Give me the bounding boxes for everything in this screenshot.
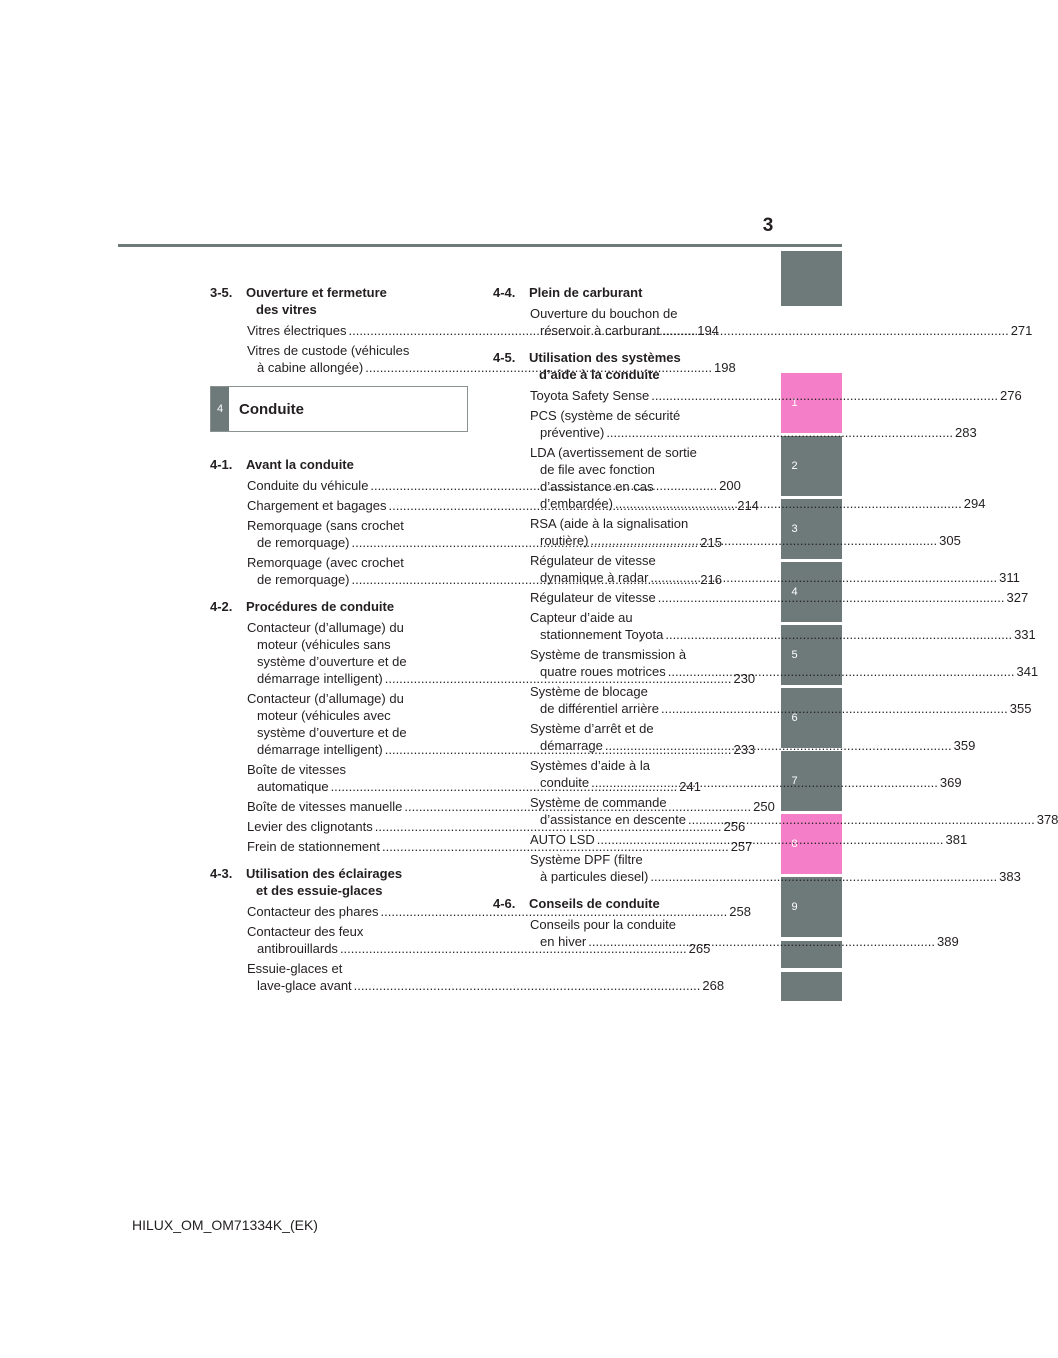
entry-page-number: 378 [1036, 812, 1058, 827]
chapter-title: Conduite [239, 400, 304, 418]
entry-title-line: Contacteur des feux [247, 924, 364, 939]
toc-entry[interactable] [530, 916, 959, 950]
entry-title-line: routière) [540, 533, 589, 548]
chapter-number: 4 [211, 387, 229, 431]
section-number: 4-2. [210, 599, 233, 614]
entry-title-line: quatre roues motrices [540, 664, 666, 679]
chapter-tab-3[interactable]: 3 [781, 499, 842, 559]
section-heading[interactable] [210, 284, 468, 318]
entry-title-line: Boîte de vitesses manuelle [247, 799, 403, 814]
section-heading[interactable] [493, 349, 743, 383]
chapter-tab-8[interactable]: 8 [781, 814, 842, 874]
entry-title-line: à cabine allongée) [257, 360, 364, 375]
entry-page-number: 327 [1006, 590, 1029, 605]
dot-leader [668, 663, 1015, 680]
entry-title-line: Levier des clignotants [247, 819, 373, 834]
entry-page-number: 305 [939, 533, 961, 548]
section-title-line: d’aide à la conduite [539, 367, 660, 382]
section-heading[interactable] [210, 598, 468, 615]
entry-page-number: 241 [679, 779, 701, 794]
entry-page-number: 283 [955, 425, 977, 440]
entry-title-line: LDA (avertissement de sortie [530, 445, 697, 460]
entry-title-line: conduite [540, 775, 590, 790]
dot-leader [651, 387, 998, 404]
entry-title-line: Chargement et bagages [247, 498, 387, 513]
entry-title-line: de remorquage) [257, 572, 350, 587]
section-number: 4-4. [493, 285, 516, 300]
toc-entry[interactable] [530, 387, 1022, 404]
section-title-line: Plein de carburant [529, 285, 643, 300]
entry-title-line: Système de blocage [530, 684, 648, 699]
entry-title-line: réservoir à carburant [540, 323, 660, 338]
entry-title-line: Boîte de vitesses [247, 762, 346, 777]
entry-title-line: antibrouillards [257, 941, 338, 956]
entry-page-number: 276 [999, 388, 1022, 403]
chapter-tab-7[interactable]: 7 [781, 751, 842, 811]
entry-title-line: moteur (véhicules avec [257, 708, 391, 723]
entry-title-line: Système DPF (filtre [530, 852, 643, 867]
entry-page-number: 233 [733, 742, 756, 757]
entry-page-number: 215 [700, 535, 722, 550]
section-title [246, 598, 468, 615]
dot-leader [597, 831, 944, 848]
entry-title-line: automatique [257, 779, 329, 794]
section-title-line: Ouverture et fermeture [246, 285, 387, 300]
entry-title-line: démarrage [540, 738, 603, 753]
entry-title-line: AUTO LSD [530, 832, 595, 847]
section-heading[interactable] [210, 456, 468, 473]
entry-page-number: 355 [1009, 701, 1032, 716]
section-title-line: Utilisation des systèmes [529, 350, 681, 365]
entry-title-line: à particules diesel) [540, 869, 649, 884]
toc-entry[interactable] [247, 960, 725, 994]
entry-title-line: Conduite du véhicule [247, 478, 369, 493]
page-number: 3 [762, 215, 774, 236]
section-title [246, 456, 468, 473]
section-title-line: Avant la conduite [246, 457, 354, 472]
toc-entry[interactable] [530, 609, 1036, 643]
entry-title-line: Régulateur de vitesse [530, 553, 656, 568]
entry-title-line: Vitres de custode (véhicules [247, 343, 410, 358]
entry-title-line: Contacteur des phares [247, 904, 379, 919]
toc-entry[interactable] [530, 757, 962, 791]
chapter-tab-blank[interactable] [781, 251, 842, 306]
toc-entry[interactable] [530, 552, 1020, 586]
entry-page-number: 256 [723, 819, 746, 834]
entry-page-number: 216 [700, 572, 722, 587]
entry-title-line: Contacteur (d’allumage) du [247, 620, 404, 635]
toc-entry[interactable] [530, 589, 1029, 606]
entry-page-number: 359 [953, 738, 976, 753]
toc-entry[interactable] [530, 851, 1021, 885]
section-title-line: des vitres [256, 302, 317, 317]
section-number: 4-1. [210, 457, 233, 472]
section-title [529, 284, 743, 301]
entry-page-number: 200 [719, 478, 741, 493]
entry-title-line: Systèmes d’aide à la [530, 758, 650, 773]
chapter-tab-4[interactable]: 4 [781, 562, 842, 622]
dot-leader [662, 322, 1009, 339]
entry-title-line: d’assistance en cas [540, 479, 654, 494]
entry-title-line: de file avec fonction [540, 462, 655, 477]
entry-page-number: 369 [939, 775, 962, 790]
entry-title-line: dynamique à radar [540, 570, 649, 585]
entry-title-line: préventive) [540, 425, 605, 440]
entry-title-line: démarrage intelligent) [257, 671, 383, 686]
toc-entry[interactable] [530, 305, 1033, 339]
entry-title-line: Système d’arrêt et de [530, 721, 654, 736]
entry-page-number: 331 [1014, 627, 1036, 642]
entry-title-line: Toyota Safety Sense [530, 388, 650, 403]
entry-page-number: 258 [729, 904, 751, 919]
entry-page-number: 383 [999, 869, 1021, 884]
entry-title-line: stationnement Toyota [540, 627, 664, 642]
section-title-line: Utilisation des éclairages [246, 866, 403, 881]
entry-page-number: 294 [963, 496, 986, 511]
dot-leader [658, 589, 1005, 606]
dot-leader [650, 569, 997, 586]
entry-title-line: moteur (véhicules sans [257, 637, 391, 652]
section-number: 3-5. [210, 285, 233, 300]
entry-page-number: 214 [737, 498, 759, 513]
section-heading[interactable] [493, 284, 743, 301]
entry-page-number: 311 [999, 570, 1020, 585]
chapter-tab-1[interactable]: 1 [781, 373, 842, 433]
entry-page-number: 198 [713, 360, 736, 375]
entry-title-line: d’assistance en descente [540, 812, 686, 827]
section-heading[interactable] [210, 865, 468, 899]
section-number: 4-5. [493, 350, 516, 365]
entry-page-number: 230 [733, 671, 756, 686]
entry-title-line: démarrage intelligent) [257, 742, 383, 757]
entry-page-number: 268 [702, 978, 725, 993]
entry-title-line: d’embardée) [540, 496, 613, 511]
entry-page-number: 271 [1010, 323, 1033, 338]
entry-title-line: lave-glace avant [257, 978, 352, 993]
section-title [529, 349, 743, 383]
dot-leader [661, 700, 1008, 717]
chapter-heading[interactable] [210, 386, 468, 432]
entry-title-line: Contacteur (d’allumage) du [247, 691, 404, 706]
chapter-tab-9[interactable]: 9 [781, 877, 842, 937]
chapter-tab-blank[interactable] [781, 972, 842, 1001]
dot-leader [590, 532, 937, 549]
chapter-tab-6[interactable]: 6 [781, 688, 842, 748]
toc-entry[interactable] [530, 515, 961, 549]
toc-entry[interactable] [530, 683, 1032, 717]
entry-title-line: système d’ouverture et de [257, 654, 407, 669]
entry-title-line: de remorquage) [257, 535, 350, 550]
entry-page-number: 257 [730, 839, 753, 854]
dot-leader [605, 737, 952, 754]
entry-title-line: Vitres électriques [247, 323, 347, 338]
chapter-tab-2[interactable]: 2 [781, 436, 842, 496]
entry-page-number: 250 [753, 799, 775, 814]
entry-title-line: Frein de stationnement [247, 839, 380, 854]
dot-leader [650, 868, 997, 885]
dot-leader [591, 774, 938, 791]
section-title [246, 865, 468, 899]
entry-page-number: 341 [1016, 664, 1039, 679]
entry-title-line: PCS (système de sécurité [530, 408, 681, 423]
entry-title-line: en hiver [540, 934, 587, 949]
dot-leader [615, 495, 962, 512]
section-title-line: Conseils de conduite [529, 896, 660, 911]
dot-leader [354, 977, 701, 994]
section-title-line: Procédures de conduite [246, 599, 395, 614]
section-number: 4-6. [493, 896, 516, 911]
entry-title-line: système d’ouverture et de [257, 725, 407, 740]
entry-title-line: RSA (aide à la signalisation [530, 516, 689, 531]
toc-entry[interactable] [530, 407, 977, 441]
entry-title-line: Ouverture du bouchon de [530, 306, 678, 321]
chapter-tab-5[interactable]: 5 [781, 625, 842, 685]
entry-title-line: Système de transmission à [530, 647, 687, 662]
dot-leader [606, 424, 953, 441]
dot-leader [588, 933, 935, 950]
section-number: 4-3. [210, 866, 233, 881]
entry-page-number: 265 [688, 941, 711, 956]
entry-page-number: 381 [945, 832, 968, 847]
entry-page-number: 389 [936, 934, 959, 949]
dot-leader [688, 811, 1035, 828]
header-rule [118, 244, 842, 247]
section-heading[interactable] [493, 895, 743, 912]
entry-title-line: de différentiel arrière [540, 701, 659, 716]
entry-title-line: Remorquage (avec crochet [247, 555, 404, 570]
entry-title-line: Capteur d’aide au [530, 610, 633, 625]
section-title [246, 284, 468, 318]
entry-title-line: Conseils pour la conduite [530, 917, 676, 932]
section-title [529, 895, 743, 912]
entry-title-line: Système de commande [530, 795, 667, 810]
footer-code: HILUX_OM_OM71334K_(EK) [132, 1217, 318, 1233]
entry-title-line: Régulateur de vitesse [530, 590, 656, 605]
dot-leader [665, 626, 1012, 643]
entry-title-line: Remorquage (sans crochet [247, 518, 404, 533]
section-title-line: et des essuie-glaces [256, 883, 383, 898]
entry-title-line: Essuie-glaces et [247, 961, 343, 976]
entry-page-number: 194 [697, 323, 719, 338]
